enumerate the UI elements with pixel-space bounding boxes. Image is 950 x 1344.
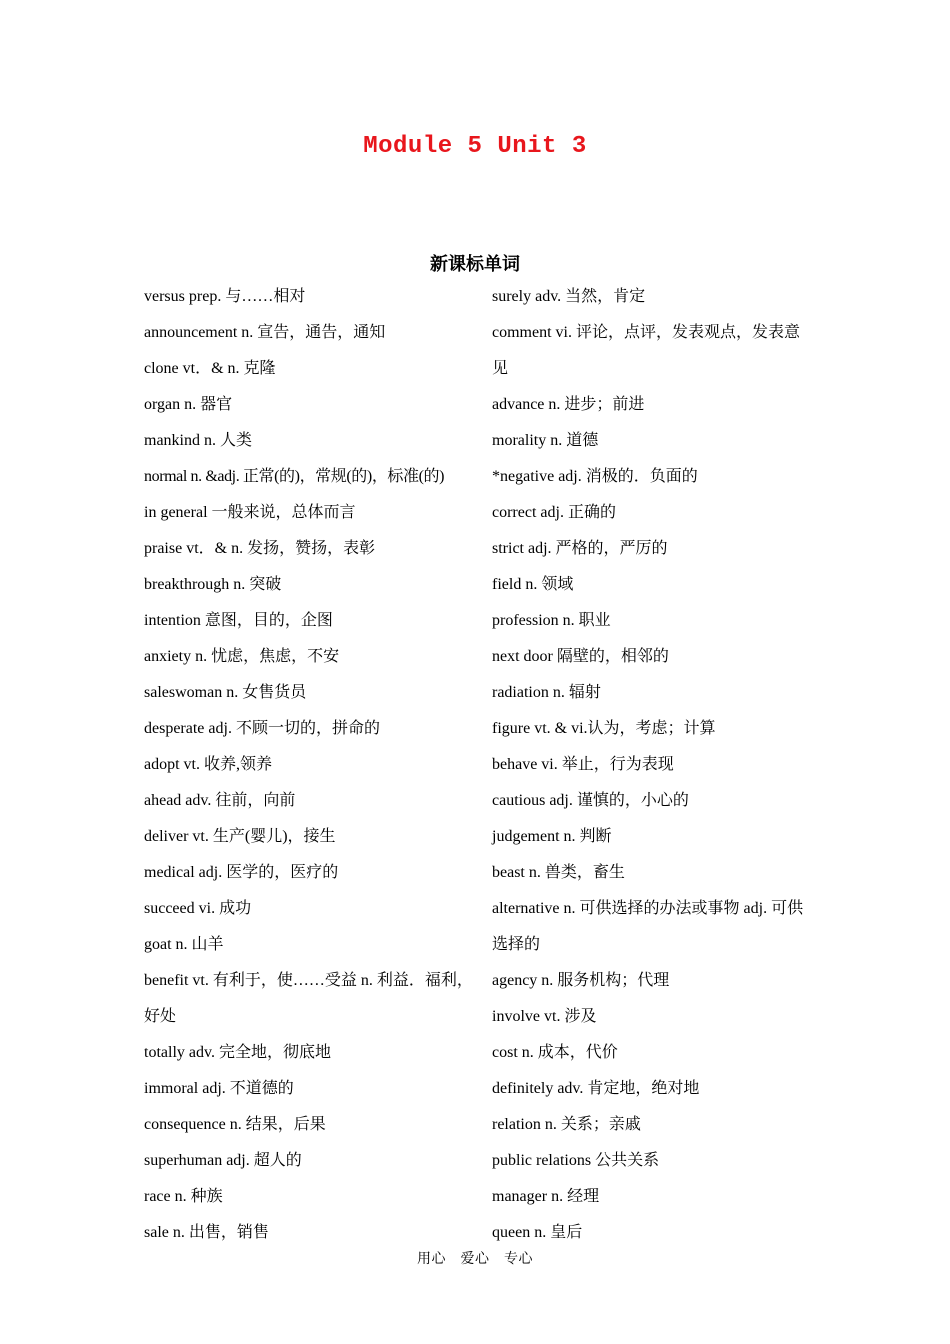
vocab-entry: organ n. 器官 [144, 396, 233, 413]
vocab-entry: advance n. 进步；前进 [492, 396, 645, 413]
vocab-entry: correct adj. 正确的 [492, 504, 616, 521]
vocab-entry: deliver vt. 生产(婴儿)，接生 [144, 828, 336, 845]
vocab-column-right [492, 279, 810, 1251]
vocab-entry: figure vt. & vi.认为，考虑；计算 [492, 720, 716, 737]
vocab-entry: anxiety n. 忧虑，焦虑，不安 [144, 648, 340, 665]
vocab-entry: desperate adj. 不顾一切的，拼命的 [144, 720, 380, 737]
vocab-entry: behave vi. 举止，行为表现 [492, 756, 674, 773]
vocab-entry: comment vi. 评论，点评，发表观点，发表意见 [492, 324, 800, 377]
vocab-entry: intention 意图，目的，企图 [144, 612, 333, 629]
vocab-entry: praise vt．& n. 发扬，赞扬，表彰 [144, 540, 376, 557]
vocab-entry: involve vt. 涉及 [492, 1008, 597, 1025]
vocab-entry: beast n. 兽类，畜生 [492, 864, 625, 881]
vocab-entry: immoral adj. 不道德的 [144, 1080, 294, 1097]
vocab-entry: consequence n. 结果，后果 [144, 1116, 326, 1133]
vocab-entry: succeed vi. 成功 [144, 900, 252, 917]
vocab-entry: alternative n. 可供选择的办法或事物 adj. 可供选择的 [492, 900, 804, 953]
vocab-entry: definitely adv. 肯定地，绝对地 [492, 1080, 700, 1097]
vocab-entry: cost n. 成本，代价 [492, 1044, 618, 1061]
vocab-entry: breakthrough n. 突破 [144, 576, 282, 593]
vocab-entry: in general 一般来说，总体而言 [144, 504, 356, 521]
vocab-entry: medical adj. 医学的，医疗的 [144, 864, 339, 881]
vocab-entry: announcement n. 宣告，通告，通知 [144, 324, 386, 341]
vocab-entry: adopt vt. 收养,领养 [144, 756, 272, 773]
vocab-entry: cautious adj. 谨慎的，小心的 [492, 792, 689, 809]
vocab-entry: relation n. 关系；亲戚 [492, 1116, 641, 1133]
vocab-entry: superhuman adj. 超人的 [144, 1152, 302, 1169]
vocab-entry: saleswoman n. 女售货员 [144, 684, 307, 701]
vocab-entry: surely adv. 当然，肯定 [492, 288, 646, 305]
vocab-entry: queen n. 皇后 [492, 1224, 583, 1241]
vocab-entry: totally adv. 完全地，彻底地 [144, 1044, 331, 1061]
vocab-entry: sale n. 出售，销售 [144, 1224, 269, 1241]
vocab-entry: goat n. 山羊 [144, 936, 224, 953]
vocab-entry: clone vt．& n. 克隆 [144, 360, 276, 377]
vocab-entry: radiation n. 辐射 [492, 684, 601, 701]
page-title: Module 5 Unit 3 [363, 133, 587, 160]
vocab-entry: manager n. 经理 [492, 1188, 600, 1205]
vocab-entry: public relations 公共关系 [492, 1152, 660, 1169]
vocab-entry: ahead adv. 往前，向前 [144, 792, 296, 809]
vocab-entry: *negative adj. 消极的．负面的 [492, 468, 698, 485]
vocab-column-left [144, 279, 474, 1251]
vocab-entry: agency n. 服务机构；代理 [492, 972, 670, 989]
vocab-entry: field n. 领域 [492, 576, 574, 593]
vocab-entry: normal n. &adj. 正常(的)，常规(的)，标准(的) [144, 468, 445, 485]
vocab-entry: next door 隔壁的，相邻的 [492, 648, 669, 665]
page-footer: 用心 爱心 专心 [417, 1251, 533, 1267]
vocab-entry: versus prep. 与……相对 [144, 288, 306, 305]
vocab-entry: mankind n. 人类 [144, 432, 252, 449]
vocab-entry: judgement n. 判断 [492, 828, 612, 845]
vocab-entry: race n. 种族 [144, 1188, 223, 1205]
vocab-entry: morality n. 道德 [492, 432, 599, 449]
vocab-entry: benefit vt. 有利于，使……受益 n. 利益．福利，好处 [144, 972, 473, 1025]
vocab-entry: strict adj. 严格的，严厉的 [492, 540, 668, 557]
vocab-entry: profession n. 职业 [492, 612, 611, 629]
section-heading: 新课标单词 [430, 254, 520, 275]
